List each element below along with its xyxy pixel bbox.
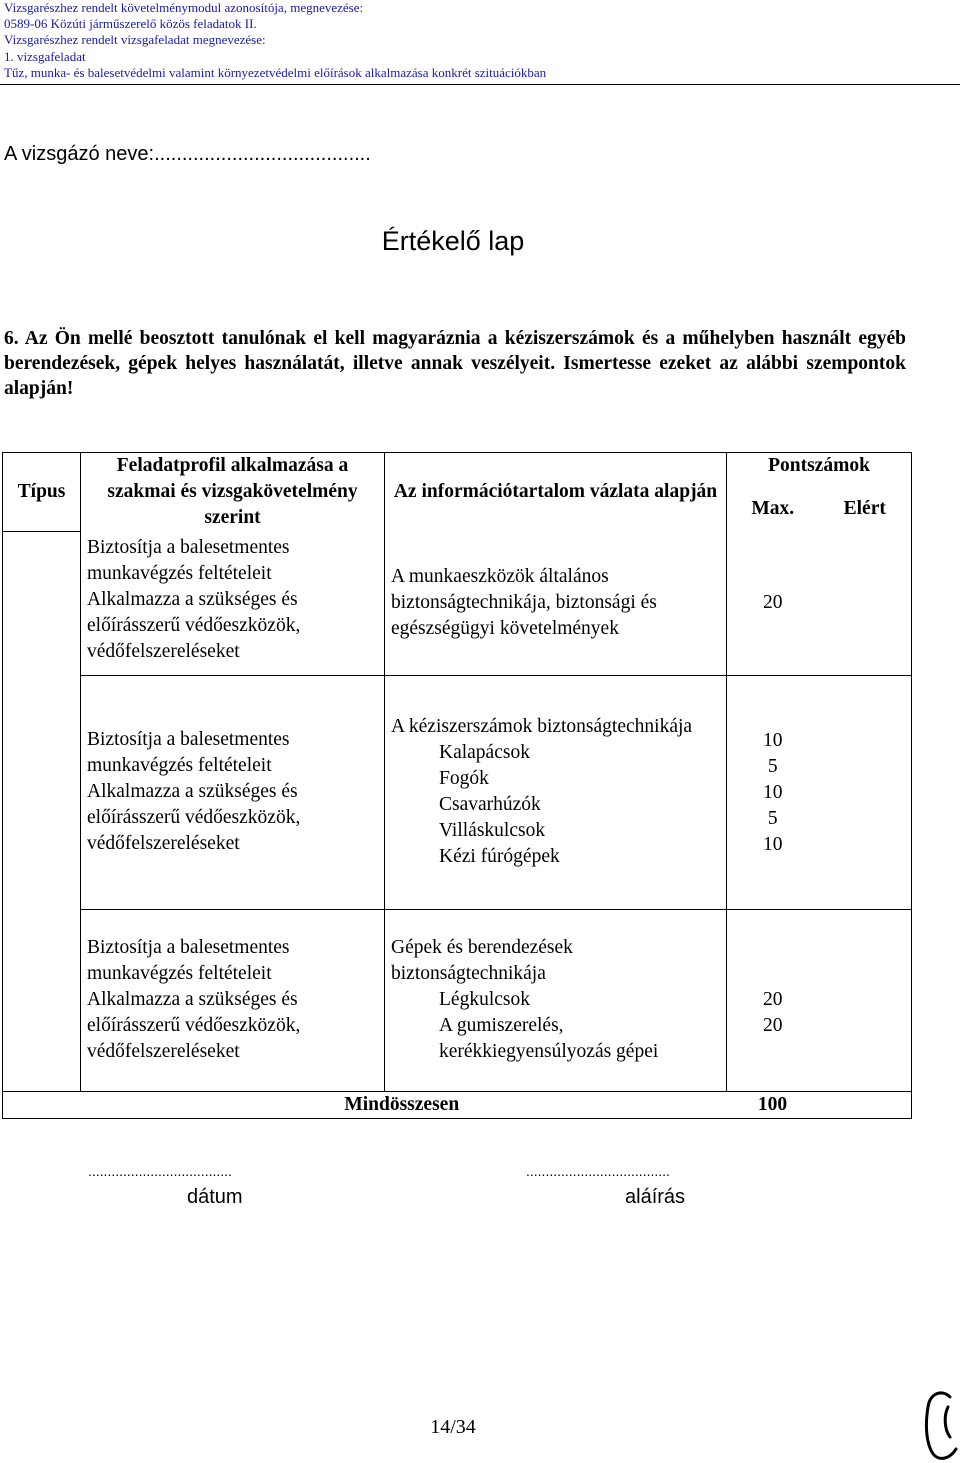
- content-header: Az információtartalom vázlata alapján: [385, 453, 727, 532]
- max-points-cell: 20 20: [727, 909, 819, 1091]
- list-item: Kézi fúrógépek: [439, 846, 560, 867]
- candidate-name-line: A vizsgázó neve:.......................................: [4, 143, 371, 165]
- header-line-5: Tűz, munka- és balesetvédelmi valamint környezetvédelmi előírások alkalmazása konkrét szituációkban: [4, 64, 547, 80]
- points-header: Pontszámok: [727, 453, 912, 487]
- content-cell: A munkaeszközök általános biztonságtechnikája, biztonsági és egészségügyi követelmények: [385, 531, 727, 675]
- list-item: Csavarhúzók: [439, 794, 541, 815]
- header-line-1: Vizsgarészhez rendelt követelménymodul azonosítója, megnevezése:: [4, 0, 364, 15]
- header-rule: [0, 84, 960, 85]
- type-header: Típus: [3, 453, 81, 532]
- date-dots: .....................................: [88, 1163, 232, 1179]
- page-title: Értékelő lap: [381, 226, 525, 256]
- table-row: [3, 909, 912, 1091]
- max-points-cell: 20: [727, 531, 819, 675]
- list-item: Légkulcsok: [439, 988, 530, 1010]
- profile-cell: Biztosítja a balesetmentes munkavégzés feltételeit Alkalmazza a szükséges és előírásszerű védőeszközök, védőfelszereléseket: [81, 675, 385, 909]
- list-item: Kalapácsok: [439, 742, 530, 763]
- list-item: A gumiszerelés, kerékkiegyensúlyozás gépei: [439, 1014, 659, 1062]
- initials-signature-icon: [920, 1385, 960, 1463]
- content-cell: A kéziszerszámok biztonságtechnikája Kalapácsok Fogók Csavarhúzók Villáskulcsok Kézi fúrógépek: [385, 675, 727, 909]
- table-row: [3, 531, 912, 675]
- header-line-4: 1. vizsgafeladat: [4, 48, 86, 64]
- date-label: dátum: [187, 1186, 243, 1208]
- max-points-cell: 10 5 10 5 10: [727, 675, 819, 909]
- content-cell: Gépek és berendezések biztonságtechnikája Légkulcsok A gumiszerelés, kerékkiegyensúlyozás gépei: [385, 909, 727, 1091]
- achieved-points-cell: [819, 909, 912, 1091]
- profile-cell: Biztosítja a balesetmentes munkavégzés feltételeit Alkalmazza a szükséges és előírásszerű védőeszközök, védőfelszereléseket: [81, 909, 385, 1091]
- achieved-points-cell: [819, 531, 912, 675]
- list-item: Fogók: [439, 768, 489, 789]
- total-label: Mindösszesen: [3, 1091, 727, 1118]
- page-number: 14/34: [430, 1416, 476, 1438]
- total-achieved-cell: [819, 1091, 912, 1118]
- list-item: Villáskulcsok: [439, 820, 546, 841]
- total-value: 100: [727, 1091, 819, 1118]
- total-row: [3, 1091, 912, 1118]
- achieved-header: Elért: [819, 486, 912, 531]
- header-line-3: Vizsgarészhez rendelt vizsgafeladat megnevezése:: [4, 32, 266, 48]
- achieved-points-cell: [819, 675, 912, 909]
- task-description: 6. Az Ön mellé beosztott tanulónak el kell magyaráznia a kéziszerszámok és a műhelyben használt egyéb berendezések, gépek helyes használatát, illetve annak veszélyeit. Ismertesse ezeket az alábbi szempontok alapján!: [4, 328, 906, 399]
- signature-dots: .....................................: [526, 1163, 670, 1179]
- evaluation-table: [2, 452, 912, 1119]
- max-header: Max.: [727, 486, 819, 531]
- type-cell: [3, 531, 81, 1091]
- page-header: [4, 0, 546, 81]
- profile-cell: Biztosítja a balesetmentes munkavégzés feltételeit Alkalmazza a szükséges és előírásszerű védőeszközök, védőfelszereléseket: [81, 531, 385, 675]
- header-line-2: 0589-06 Közúti járműszerelő közös feladatok II.: [4, 16, 257, 32]
- signature-label: aláírás: [625, 1186, 686, 1208]
- table-row: [3, 675, 912, 909]
- profile-header: Feladatprofil alkalmazása a szakmai és vizsgakövetelmény szerint: [81, 453, 385, 532]
